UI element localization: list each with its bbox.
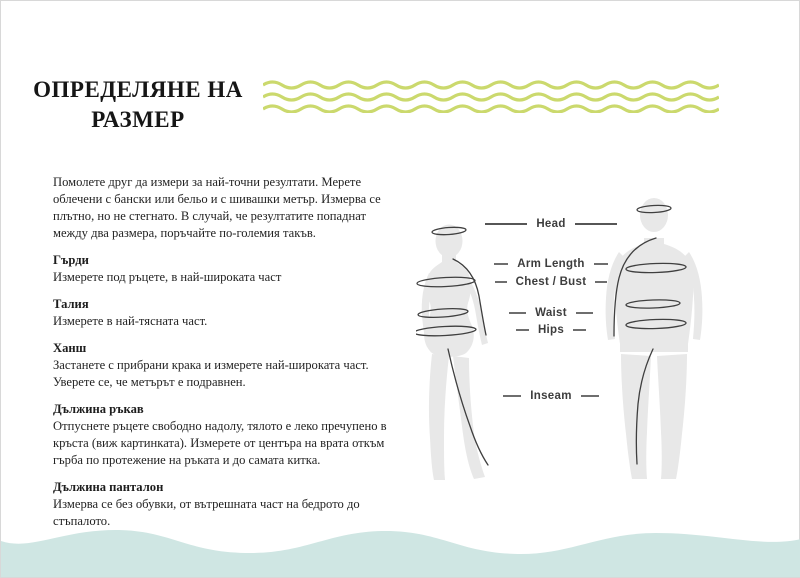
male-figure <box>606 198 703 479</box>
measure-label-text: Arm Length <box>517 258 585 270</box>
leader-line <box>581 395 599 397</box>
measurement-diagram <box>416 186 726 496</box>
measure-label-arm-length <box>416 257 686 271</box>
wavy-lines-decoration-icon <box>263 79 719 113</box>
instructions-column <box>53 174 395 530</box>
leader-line <box>503 395 521 397</box>
page-background <box>1 1 799 577</box>
measure-label-hips <box>416 323 686 337</box>
body-silhouettes-illustration <box>416 186 726 496</box>
measure-label-text: Head <box>536 218 566 230</box>
measure-label-text: Inseam <box>530 390 572 402</box>
section-heading: Дължина панталон <box>53 480 164 494</box>
page-title <box>23 75 253 135</box>
leader-line <box>516 329 529 331</box>
section-heading: Дължина ръкав <box>53 402 144 416</box>
section-waist <box>53 296 395 330</box>
section-heading: Гърди <box>53 253 89 267</box>
section-body: Отпуснете ръцете свободно надолу, тялото е леко пречупено в кръста (виж картинката). Измерете от центъра на врата откъм гърба по протежение на ръката и до самата китка. <box>53 419 387 467</box>
leader-line <box>494 263 508 265</box>
measure-label-waist <box>416 306 686 320</box>
footer-wave-decoration-icon <box>1 521 800 577</box>
measure-label-inseam <box>416 389 686 403</box>
section-body: Измерете в най-тясната част. <box>53 314 208 328</box>
measure-label-chest-bust <box>416 275 686 289</box>
measure-label-head <box>416 217 686 231</box>
section-body: Измерете под ръцете, в най-широката част <box>53 270 282 284</box>
section-hips <box>53 340 395 391</box>
leader-line <box>575 223 617 225</box>
leader-line <box>573 329 586 331</box>
page-title-line1: ОПРЕДЕЛЯНЕ НА <box>33 77 243 102</box>
page-title-line2: РАЗМЕР <box>91 107 185 132</box>
section-chest <box>53 252 395 286</box>
measure-label-text: Hips <box>537 324 565 336</box>
section-body: Измерва се без обувки, от вътрешната част на бедрото до стъпалото. <box>53 497 360 528</box>
section-body: Застанете с прибрани крака и измерете най-широката част. Уверете се, че метърът е подравнен. <box>53 358 369 389</box>
section-heading: Талия <box>53 297 89 311</box>
leader-line <box>595 281 607 283</box>
measure-label-text: Chest / Bust <box>515 276 587 288</box>
measure-label-text: Waist <box>535 307 567 319</box>
leader-line <box>485 223 527 225</box>
leader-line <box>495 281 507 283</box>
leader-line <box>594 263 608 265</box>
section-heading: Ханш <box>53 341 87 355</box>
section-sleeve-length <box>53 401 395 469</box>
intro-paragraph: Помолете друг да измери за най-точни резултати. Мерете облечени с бански или бельо и с шивашки метър. Измерва се плътно, но не стегнато. В случай, че резултатите попаднат между два размера, поръчайте по-големия такъв. <box>53 175 381 240</box>
leader-line <box>576 312 593 314</box>
leader-line <box>509 312 526 314</box>
